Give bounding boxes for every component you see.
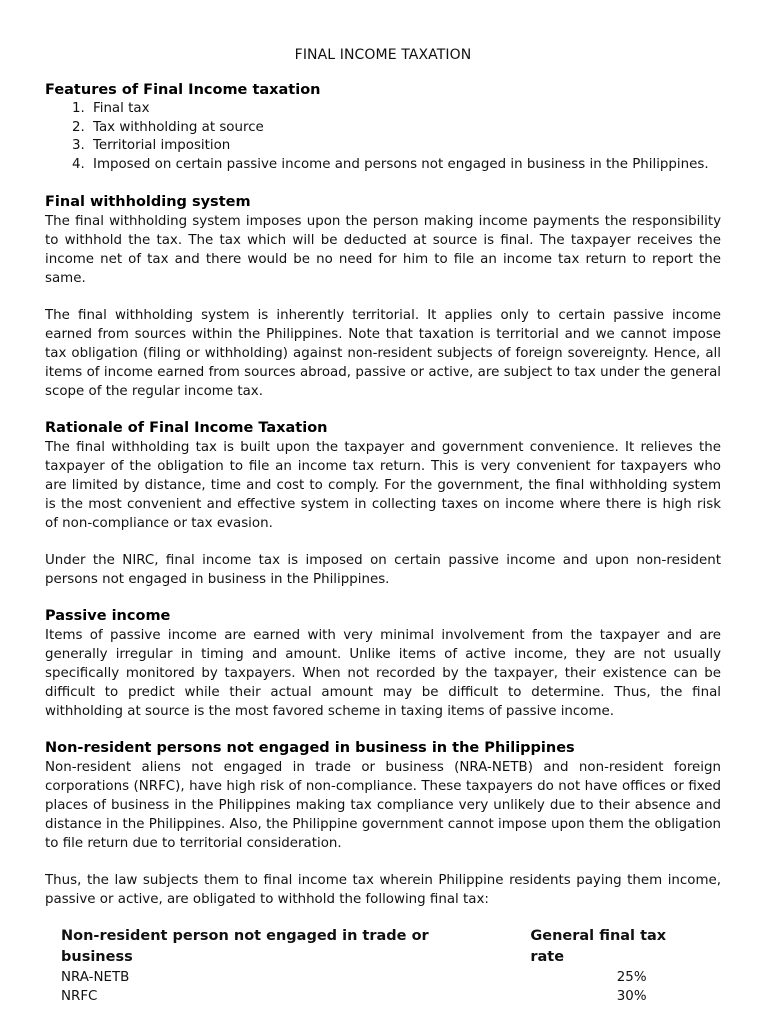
rationale-paragraph-1: The final withholding tax is built upon the taxpayer and government convenience. It relieves the taxpayer of the obligation to file an income tax return. This is very convenient for taxpayers who are limited by distance, time and cost to comply. For the government, the final withholding system is the most convenient and effective system in collecting taxes on income where there is high risk of non-compliance or tax evasion. [45,440,721,532]
features-section [45,81,721,174]
table-cell-person: NRFC [61,989,98,1005]
passive-income-heading: Passive income [45,608,171,625]
features-heading: Features of Final Income taxation [45,82,321,98]
table-cell-rate: 30% [616,989,647,1005]
nonresident-paragraph-2: Thus, the law subjects them to final income tax wherein Philippine residents paying them income, passive or active, are obligated to withhold the following final tax: [45,873,721,908]
withholding-paragraph-2: The final withholding system is inherently territorial. It applies only to certain passive income earned from sources within the Philippines. Note that taxation is territorial and we cannot impose tax obligation (filing or withholding) against non-resident subjects of foreign sovereignty. Hence, all items of income earned from sources abroad, passive or active, are subject to tax under the general scope of the regular income tax. [45,308,721,400]
nonresident-heading: Non-resident persons not engaged in business in the Philippines [45,740,575,757]
table-cell-rate: 25% [616,970,647,986]
table-header-row [61,926,701,968]
passive-income-section [45,607,721,721]
nonresident-section [45,739,721,909]
withholding-paragraph-1: The final withholding system imposes upon the person making income payments the responsibility to withhold the tax. The tax which will be deducted at source is final. The taxpayer receives the income net of tax and there would be no need for him to file an income tax return to report the same. [45,214,721,287]
table-cell-person: NRA-NETB [61,970,130,986]
list-item: 3. Territorial imposition [89,137,721,156]
table-row [61,968,701,987]
rationale-paragraph-2: Under the NIRC, final income tax is imposed on certain passive income and upon non-resident persons not engaged in business in the Philippines. [45,553,721,588]
nonresident-paragraph-1: Non-resident aliens not engaged in trade or business (NRA-NETB) and non-resident foreign corporations (NRFC), have high risk of non-compliance. These taxpayers do not have offices or fixed places of business in the Philippines making tax compliance very unlikely due to their absence and distance in the Philippines. Also, the Philippine government cannot impose upon them the obligation to file return due to territorial consideration. [45,760,721,852]
list-item: 2. Tax withholding at source [89,119,721,138]
document-title: FINAL INCOME TAXATION [294,47,472,63]
table-row [61,987,701,1006]
features-list [45,100,721,174]
column-header-rate: General final tax rate [530,928,667,966]
column-header-person: Non-resident person not engaged in trade or business [61,928,429,966]
rationale-section [45,419,721,589]
withholding-section [45,193,721,401]
withholding-heading: Final withholding system [45,194,251,211]
passive-income-paragraph: Items of passive income are earned with very minimal involvement from the taxpayer and are generally irregular in timing and amount. Unlike items of active income, they are not usually specifically monitored by taxpayers. When not recorded by the taxpayer, their existence can be difficult to predict while their actual amount may be difficult to determine. Thus, the final withholding at source is the most favored scheme in taxing items of passive income. [45,628,721,720]
list-item: 1. Final tax [89,100,721,119]
list-item: 4. Imposed on certain passive income and persons not engaged in business in the Philippines. [89,156,721,175]
final-tax-rate-table [61,926,701,1006]
rationale-heading: Rationale of Final Income Taxation [45,420,328,437]
